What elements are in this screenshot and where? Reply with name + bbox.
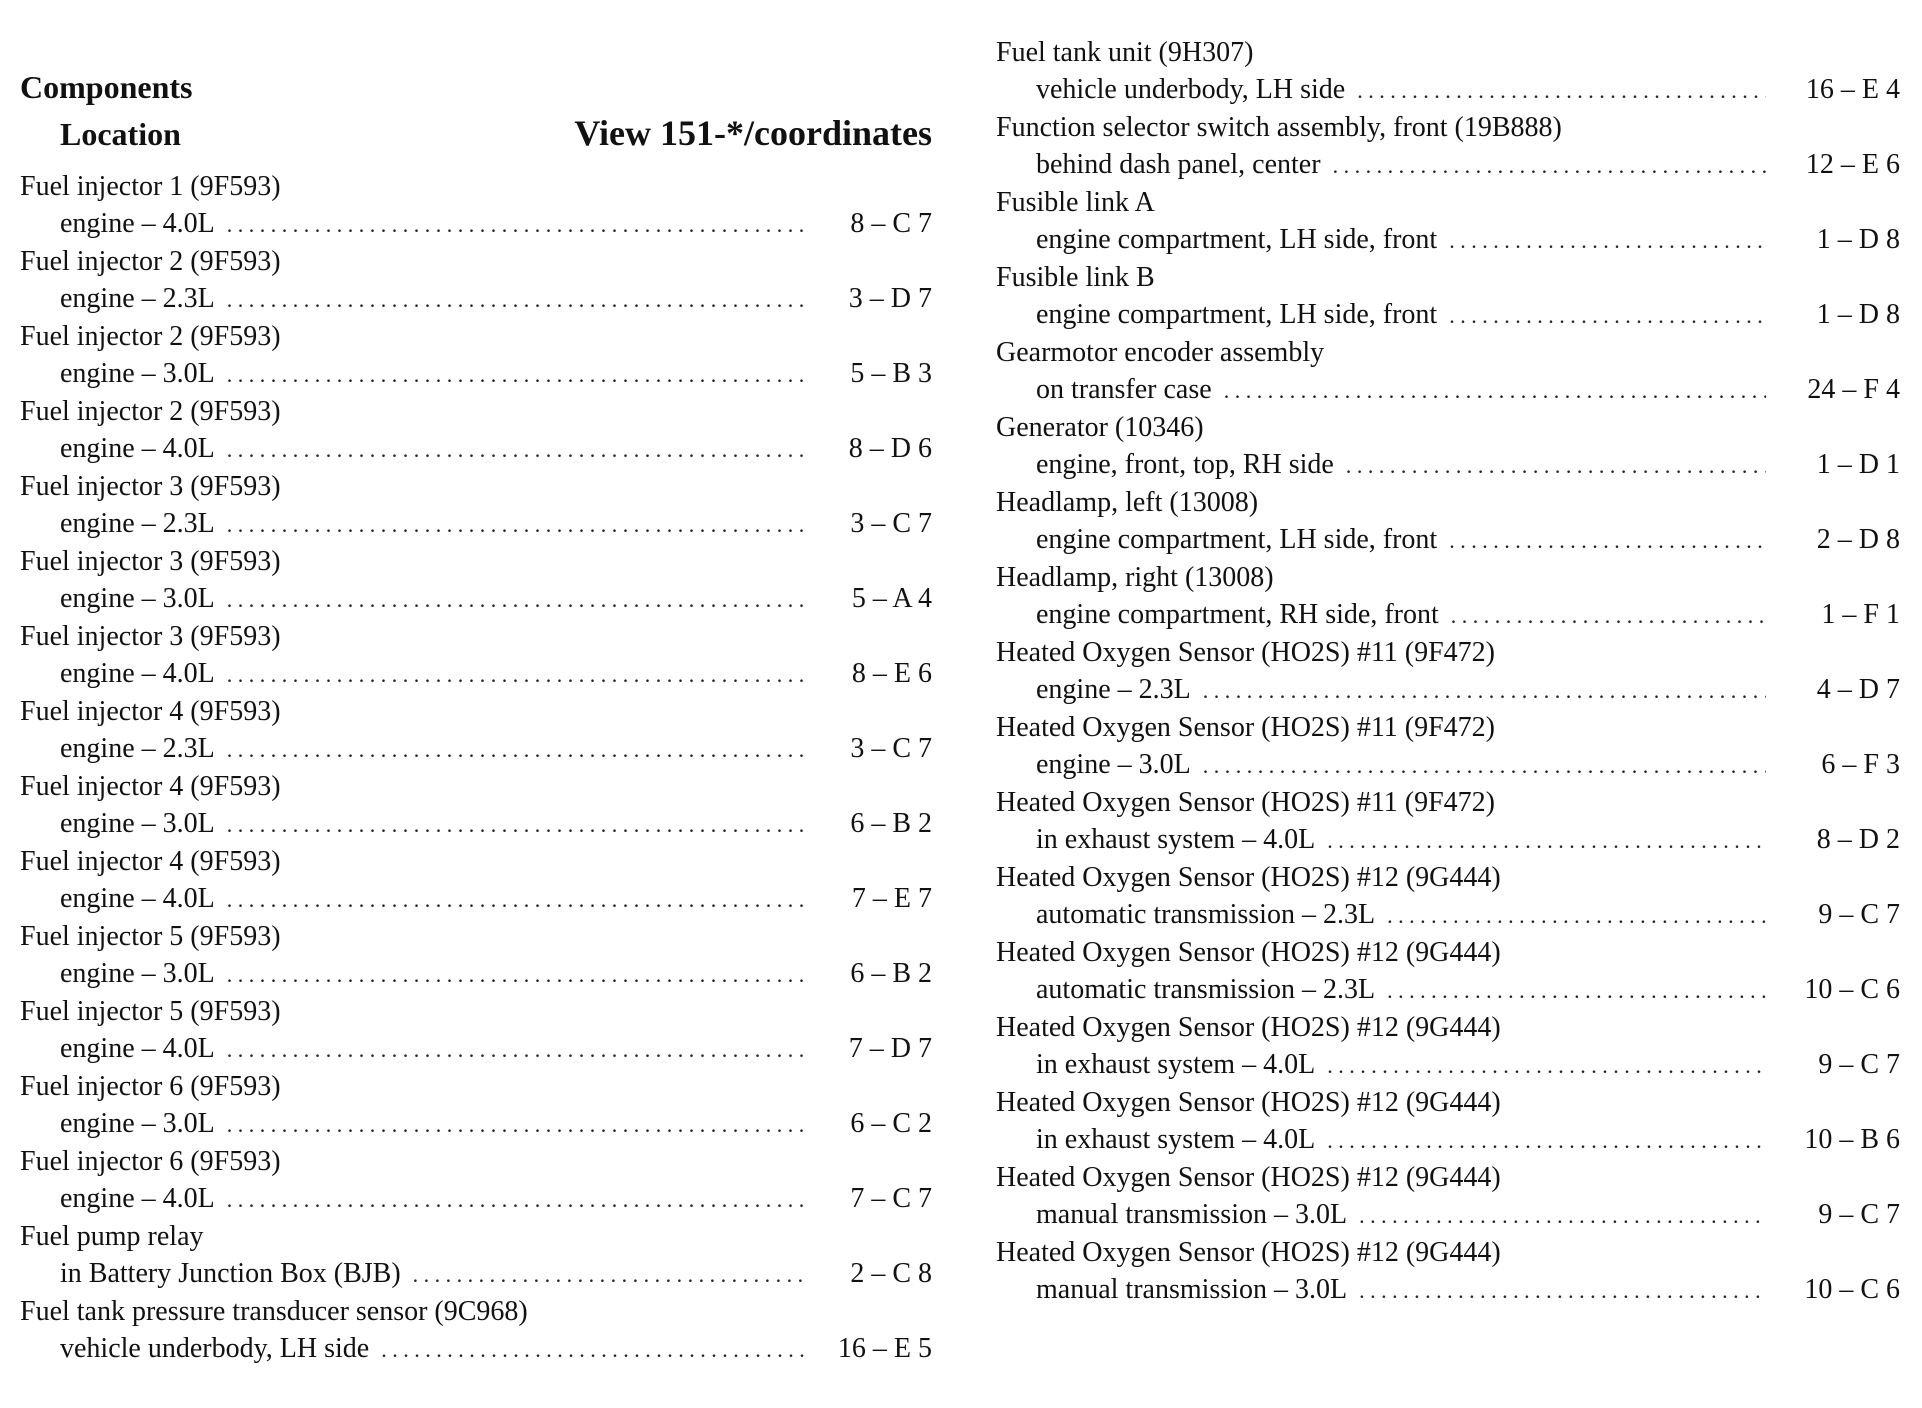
location-description: in exhaust system – 4.0L [1036,1124,1316,1155]
view-coordinate: 1 – F 1 [1821,599,1900,630]
index-entry [20,468,932,543]
dot-leader [1203,747,1766,785]
dot-leader [227,581,806,619]
view-coordinate: 3 – C 7 [850,733,932,764]
index-entry [20,318,932,393]
location-description: engine compartment, LH side, front [1036,299,1438,330]
view-coordinate: 6 – F 3 [1821,749,1900,780]
index-entry [20,618,932,693]
component-name: Fuel pump relay [20,1221,204,1252]
location-description: engine – 3.0L [60,583,215,614]
dot-leader [227,1181,806,1219]
view-coordinate: 3 – D 7 [848,283,932,314]
view-coordinate: 8 – D 6 [848,433,932,464]
view-coordinates-heading: View 151-*/coordinates [574,113,932,153]
view-coordinate: 7 – C 7 [850,1183,932,1214]
view-coordinate: 16 – E 5 [837,1333,932,1364]
location-description: engine compartment, LH side, front [1036,524,1438,555]
dot-leader [227,731,806,769]
location-description: manual transmission – 3.0L [1036,1274,1348,1305]
index-entry [996,709,1900,784]
dot-leader [1327,1122,1766,1160]
location-line [20,1255,932,1293]
location-line [20,1105,932,1143]
location-line [20,1180,932,1218]
location-description: engine – 3.0L [60,1108,215,1139]
dot-leader [1359,1197,1766,1235]
view-coordinate: 1 – D 8 [1816,299,1900,330]
component-name: Heated Oxygen Sensor (HO2S) #11 (9F472) [996,637,1495,668]
dot-leader [227,1031,806,1069]
location-description: engine – 3.0L [60,958,215,989]
dot-leader [227,956,806,994]
dot-leader [1224,372,1766,410]
location-line [20,1330,932,1368]
index-entry [20,543,932,618]
component-name: Gearmotor encoder assembly [996,337,1325,368]
location-description: in exhaust system – 4.0L [1036,1049,1316,1080]
location-description: automatic transmission – 2.3L [1036,899,1376,930]
component-name: Fuel injector 2 (9F593) [20,396,281,427]
view-coordinate: 2 – D 8 [1816,524,1900,555]
component-name: Fuel injector 2 (9F593) [20,246,281,277]
location-description: engine – 2.3L [1036,674,1191,705]
view-coordinate: 10 – B 6 [1804,1124,1900,1155]
component-name: Fuel injector 5 (9F593) [20,996,281,1027]
component-name: Fuel injector 3 (9F593) [20,471,281,502]
index-entry [20,1218,932,1293]
dot-leader [1327,822,1766,860]
location-description: engine – 4.0L [60,433,215,464]
location-line [996,371,1900,409]
index-entry [996,559,1900,634]
index-entry [20,168,932,243]
index-entry [20,843,932,918]
component-name: Fuel injector 3 (9F593) [20,546,281,577]
location-line [996,221,1900,259]
component-name: Heated Oxygen Sensor (HO2S) #11 (9F472) [996,712,1495,743]
view-coordinate: 4 – D 7 [1816,674,1900,705]
index-entry [996,409,1900,484]
location-line [20,955,932,993]
dot-leader [1449,297,1766,335]
component-name: Heated Oxygen Sensor (HO2S) #12 (9G444) [996,937,1501,968]
dot-leader [227,506,806,544]
component-name: Heated Oxygen Sensor (HO2S) #12 (9G444) [996,1162,1501,1193]
view-coordinate: 8 – E 6 [851,658,932,689]
index-entry [20,918,932,993]
left-entry-list [20,168,932,1368]
view-coordinate: 7 – E 7 [851,883,932,914]
index-entry [996,184,1900,259]
component-name: Fuel injector 1 (9F593) [20,171,281,202]
index-entry [996,784,1900,859]
index-entry [996,634,1900,709]
location-line [20,355,932,393]
view-coordinate: 6 – B 2 [850,958,932,989]
component-name: Fusible link A [996,187,1155,218]
index-entry [20,1143,932,1218]
component-name: Heated Oxygen Sensor (HO2S) #12 (9G444) [996,1087,1501,1118]
view-coordinate: 8 – D 2 [1816,824,1900,855]
index-entry [20,693,932,768]
index-entry [20,1293,932,1368]
dot-leader [227,206,806,244]
location-line [996,1196,1900,1234]
location-description: engine – 3.0L [60,358,215,389]
view-coordinate: 9 – C 7 [1818,899,1900,930]
component-name: Headlamp, right (13008) [996,562,1274,593]
dot-leader [1327,1047,1766,1085]
location-line [996,1046,1900,1084]
location-description: engine compartment, RH side, front [1036,599,1439,630]
dot-leader [1359,1272,1766,1310]
dot-leader [1387,897,1766,935]
dot-leader [227,356,806,394]
component-name: Fuel injector 4 (9F593) [20,696,281,727]
dot-leader [1451,597,1766,635]
view-coordinate: 6 – B 2 [850,808,932,839]
index-entry [20,993,932,1068]
index-entry [996,1234,1900,1309]
location-description: vehicle underbody, LH side [1036,74,1346,105]
location-line [996,1271,1900,1309]
location-description: on transfer case [1036,374,1212,405]
component-name: Fuel injector 5 (9F593) [20,921,281,952]
location-line [996,296,1900,334]
dot-leader [227,431,806,469]
index-entry [996,934,1900,1009]
dot-leader [1449,522,1766,560]
view-coordinate: 16 – E 4 [1805,74,1900,105]
dot-leader [1203,672,1766,710]
view-coordinate: 9 – C 7 [1818,1049,1900,1080]
component-name: Generator (10346) [996,412,1204,443]
location-description: engine – 2.3L [60,283,215,314]
location-line [996,146,1900,184]
dot-leader [227,881,806,919]
view-coordinate: 10 – C 6 [1804,1274,1900,1305]
index-entry [996,1159,1900,1234]
component-name: Fuel injector 3 (9F593) [20,621,281,652]
left-column [20,66,932,1368]
location-description: engine, front, top, RH side [1036,449,1334,480]
dot-leader [227,656,806,694]
location-line [20,880,932,918]
view-coordinate: 10 – C 6 [1804,974,1900,1005]
location-description: vehicle underbody, LH side [60,1333,370,1364]
view-coordinate: 9 – C 7 [1818,1199,1900,1230]
view-coordinate: 7 – D 7 [848,1033,932,1064]
dot-leader [1387,972,1766,1010]
component-name: Fuel tank pressure transducer sensor (9C968) [20,1296,528,1327]
component-name: Headlamp, left (13008) [996,487,1259,518]
location-description: engine – 2.3L [60,508,215,539]
components-heading: Components [20,69,193,105]
index-entry [996,1084,1900,1159]
dot-leader [1333,147,1766,185]
component-name: Fuel injector 6 (9F593) [20,1071,281,1102]
index-entry [996,109,1900,184]
dot-leader [413,1256,806,1294]
view-coordinate: 5 – A 4 [851,583,932,614]
location-description: automatic transmission – 2.3L [1036,974,1376,1005]
component-name: Fuel tank unit (9H307) [996,37,1254,68]
location-line [20,280,932,318]
location-line [20,205,932,243]
index-entry [20,1068,932,1143]
location-line [20,805,932,843]
dot-leader [1357,72,1766,110]
location-line [20,430,932,468]
location-description: engine – 3.0L [1036,749,1191,780]
dot-leader [1449,222,1766,260]
view-coordinate: 2 – C 8 [850,1258,932,1289]
index-entry [996,34,1900,109]
dot-leader [227,806,806,844]
location-description: engine – 3.0L [60,808,215,839]
index-entry [996,259,1900,334]
location-line [996,596,1900,634]
index-entry [20,768,932,843]
location-line [20,580,932,618]
location-description: engine – 4.0L [60,1033,215,1064]
component-name: Function selector switch assembly, front (19B888) [996,112,1562,143]
right-column [996,34,1900,1309]
column-header-row [20,112,932,168]
index-entry [996,334,1900,409]
right-entry-list [996,34,1900,1309]
location-description: engine – 4.0L [60,1183,215,1214]
component-name: Fusible link B [996,262,1155,293]
view-coordinate: 12 – E 6 [1805,149,1900,180]
location-line [996,821,1900,859]
view-coordinate: 1 – D 8 [1816,224,1900,255]
component-name: Fuel injector 2 (9F593) [20,321,281,352]
index-entry [996,484,1900,559]
location-line [996,971,1900,1009]
location-heading: Location [60,116,181,152]
view-coordinate: 6 – C 2 [850,1108,932,1139]
location-description: engine – 4.0L [60,658,215,689]
location-description: manual transmission – 3.0L [1036,1199,1348,1230]
location-description: engine compartment, LH side, front [1036,224,1438,255]
location-line [20,1030,932,1068]
dot-leader [1346,447,1766,485]
location-line [996,671,1900,709]
location-line [20,730,932,768]
location-description: in Battery Junction Box (BJB) [60,1258,401,1289]
dot-leader [227,1106,806,1144]
location-line [996,71,1900,109]
location-line [996,446,1900,484]
component-name: Fuel injector 4 (9F593) [20,771,281,802]
location-line [996,1121,1900,1159]
location-description: behind dash panel, center [1036,149,1321,180]
location-description: in exhaust system – 4.0L [1036,824,1316,855]
index-entry [996,1009,1900,1084]
view-coordinate: 24 – F 4 [1807,374,1900,405]
component-name: Fuel injector 6 (9F593) [20,1146,281,1177]
location-line [20,655,932,693]
location-line [20,505,932,543]
location-description: engine – 4.0L [60,208,215,239]
component-name: Heated Oxygen Sensor (HO2S) #12 (9G444) [996,1237,1501,1268]
view-coordinate: 8 – C 7 [850,208,932,239]
component-name: Fuel injector 4 (9F593) [20,846,281,877]
dot-leader [227,281,806,319]
location-description: engine – 2.3L [60,733,215,764]
index-entry [20,393,932,468]
location-line [996,896,1900,934]
location-description: engine – 4.0L [60,883,215,914]
location-line [996,746,1900,784]
view-coordinate: 5 – B 3 [850,358,932,389]
view-coordinate: 3 – C 7 [850,508,932,539]
location-line [996,521,1900,559]
index-entry [20,243,932,318]
dot-leader [381,1331,806,1369]
index-entry [996,859,1900,934]
component-name: Heated Oxygen Sensor (HO2S) #11 (9F472) [996,787,1495,818]
component-name: Heated Oxygen Sensor (HO2S) #12 (9G444) [996,1012,1501,1043]
view-coordinate: 1 – D 1 [1816,449,1900,480]
component-name: Heated Oxygen Sensor (HO2S) #12 (9G444) [996,862,1501,893]
